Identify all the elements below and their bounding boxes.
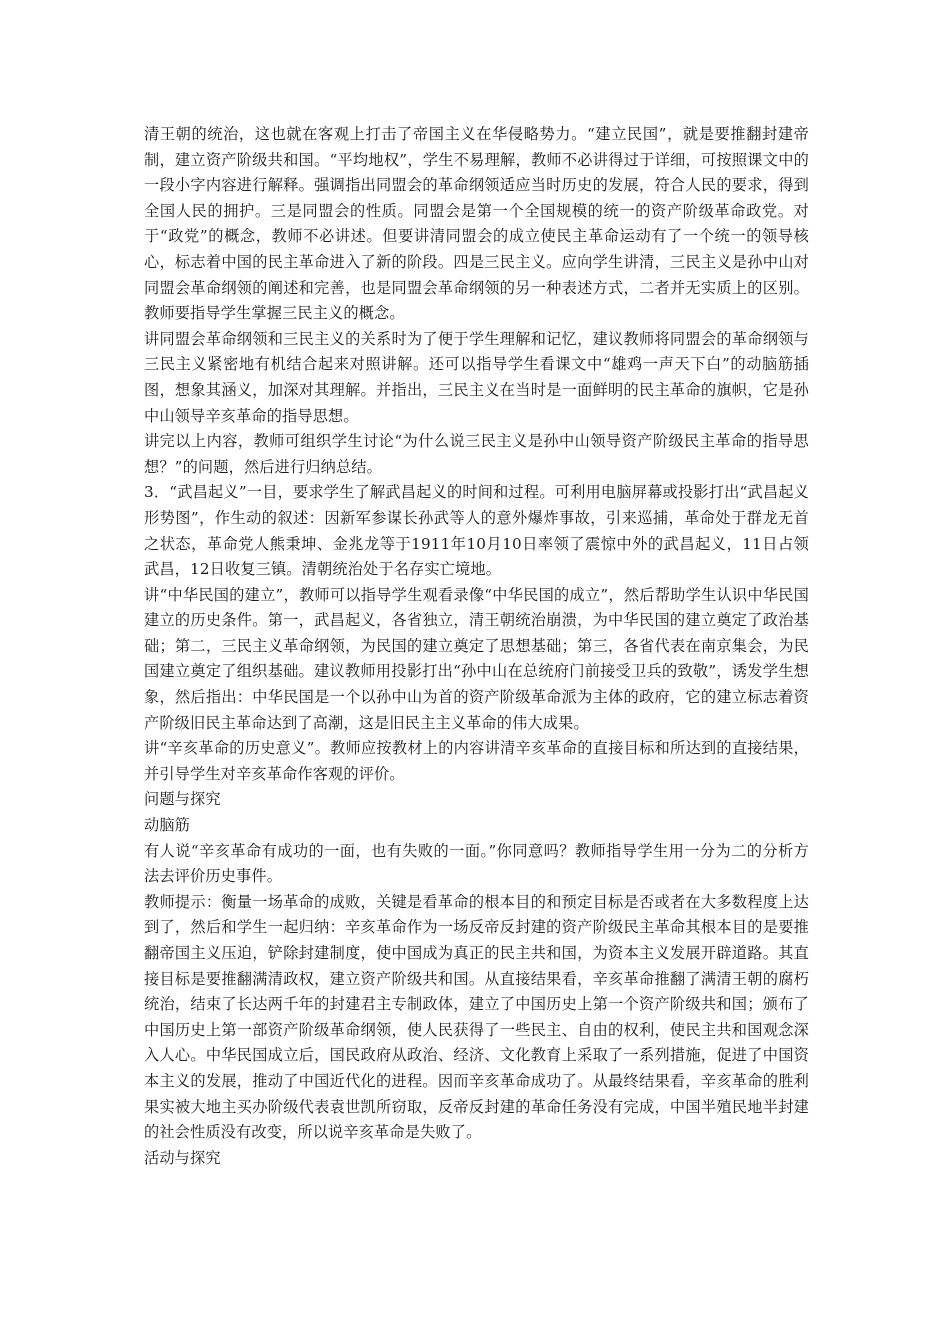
paragraph-republic-founding: 讲“中华民国的建立”，教师可以指导学生观看录像“中华民国的成立”，然后帮助学生认识中华民国建立的历史条件。第一，武昌起义，各省独立，清王朝统治崩溃，为中华民国的建立奠定了政治基础；第二，三民主义革命纲领，为民国的建立奠定了思想基础；第三，各省代表在南京集会，为民国建立奠定了组织基础。建议教师用投影打出“孙中山在总统府门前接受卫兵的致敬”，诱发学生想象，然后指出：中华民国是一个以孙中山为首的资产阶级革命派为主体的政府，它的建立标志着资产阶级旧民主革命达到了高潮，这是旧民主主义革命的伟大成果。: [144, 585, 809, 732]
section-heading-think: 动脑筋: [144, 816, 191, 835]
paragraph-wuchang-uprising: 3．“武昌起义”一目，要求学生了解武昌起义的时间和过程。可利用电脑屏幕或投影打出“武昌起义形势图”，作生动的叙述：因新军参谋长孙武等人的意外爆炸事故，引来巡捕，革命处于群龙无首之状态，革命党人熊秉坤、金兆龙等于1911年10月10日率领了震惊中外的武昌起义，11日占领武昌，12日收复三镇。清朝统治处于名存实亡境地。: [144, 483, 809, 579]
paragraph-historical-significance: 讲“辛亥革命的历史意义”。教师应按教材上的内容讲清辛亥革命的直接目标和所达到的直接结果，并引导学生对辛亥革命作客观的评价。: [144, 739, 809, 783]
paragraph-question: 有人说“辛亥革命有成功的一面，也有失败的一面。”你同意吗？教师指导学生用一分为二的分析方法去评价历史事件。: [144, 841, 809, 886]
paragraph-discussion: 讲完以上内容，教师可组织学生讨论“为什么说三民主义是孙中山领导资产阶级民主革命的指导思想？”的问题，然后进行归纳总结。: [144, 432, 809, 476]
paragraph-teacher-hint: 教师提示：衡量一场革命的成败，关键是看革命的根本目的和预定目标是否或者在大多数程度上达到了，然后和学生一起归纳：辛亥革命作为一场反帝反封建的资产阶级民主革命其根本目的是要推翻帝国主义压迫，铲除封建制度，使中国成为真正的民主共和国，为资本主义发展开辟道路。其直接目标是要推翻满清政权，建立资产阶级共和国。从直接结果看，辛亥革命推翻了满清王朝的腐朽统治，结束了长达两千年的封建君主专制政体，建立了中国历史上第一个资产阶级共和国；颁布了中国历史上第一部资产阶级革命纲领，使人民获得了一些民主、自由的权利，使民主共和国观念深入人心。中华民国成立后，国民政府从政治、经济、文化教育上采取了一系列措施，促进了中国资本主义的发展，推动了中国近代化的进程。因而辛亥革命成功了。从最终结果看，辛亥革命的胜利果实被大地主买办阶级代表袁世凯所窃取，反帝反封建的革命任务没有完成，中国半殖民地半封建的社会性质没有改变，所以说辛亥革命是失败了。: [144, 892, 809, 1142]
paragraph-three-principles: 讲同盟会革命纲领和三民主义的关系时为了便于学生理解和记忆，建议教师将同盟会的革命纲领与三民主义紧密地有机结合起来对照讲解。还可以指导学生看课文中“雄鸡一声天下白”的动脑筋插图，想象其涵义，加深对其理解。并指出，三民主义在当时是一面鲜明的民主革命的旗帜，它是孙中山领导辛亥革命的指导思想。: [144, 329, 809, 425]
section-heading-questions: 问题与探究: [144, 790, 221, 809]
document-page: [144, 122, 809, 1171]
section-heading-activities: 活动与探究: [144, 1148, 221, 1167]
paragraph-tongmenghui-program: 清王朝的统治，这也就在客观上打击了帝国主义在华侵略势力。“建立民国”，就是要推翻封建帝制，建立资产阶级共和国。“平均地权”，学生不易理解，教师不必讲得过于详细，可按照课文中的一段小字内容进行解释。强调指出同盟会的革命纲领适应当时历史的发展，符合人民的要求，得到全国人民的拥护。三是同盟会的性质。同盟会是第一个全国规模的统一的资产阶级革命政党。对于“政党”的概念，教师不必讲述。但要讲清同盟会的成立使民主革命运动有了一个统一的领导核心，标志着中国的民主革命进入了新的阶段。四是三民主义。应向学生讲清，三民主义是孙中山对同盟会革命纲领的阐述和完善，也是同盟会革命纲领的另一种表述方式，二者并无实质上的区别。教师要指导学生掌握三民主义的概念。: [144, 125, 809, 323]
